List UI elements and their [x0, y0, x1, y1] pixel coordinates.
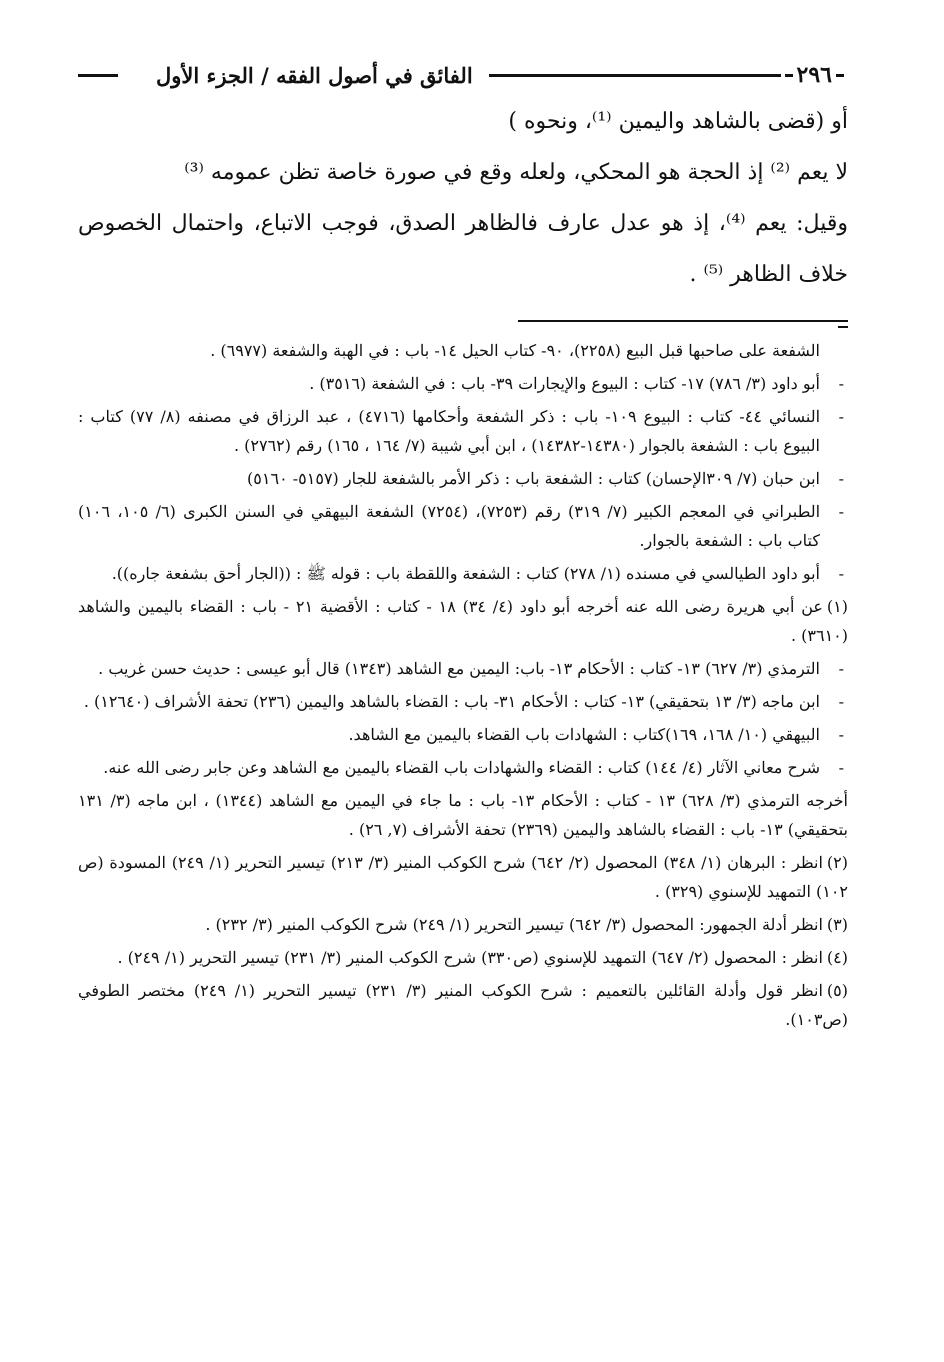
- dash-mark: -: [838, 502, 844, 521]
- footnote-item: [78, 559, 848, 588]
- header-rule-end: [78, 74, 118, 77]
- dash-mark: -: [838, 725, 844, 744]
- main-text: [78, 96, 848, 300]
- footnote-marker: (٤): [826, 948, 848, 967]
- dash-mark: -: [838, 469, 844, 488]
- footnote-text: شرح معاني الآثار (٤/ ١٤٤) كتاب : القضاء والشهادات باب القضاء باليمين مع الشاهد وعن جابر رضى الله عنه.: [103, 758, 820, 777]
- main-paragraph-1: أو (قضى بالشاهد واليمين ⁽¹⁾، ونحوه ): [508, 109, 848, 134]
- footnote-separator: [518, 320, 848, 322]
- dash-mark: -: [838, 564, 844, 583]
- footnote-continuation: الشفعة على صاحبها قبل البيع (٢٢٥٨)، ٩٠- كتاب الحيل ١٤- باب : في الهبة والشفعة (٦٩٧٧) .: [210, 341, 820, 360]
- footnote-marker: (٥): [826, 981, 849, 1000]
- footnote-4: [78, 943, 848, 972]
- footnote-text: انظر : البرهان (١/ ٣٤٨) المحصول (٢/ ٦٤٢) شرح الكوكب المنير (٣/ ٢١٣) تيسير التحرير (١/ ٢٤٩) المسودة (ص ١٠٢) التمهيد للإسنوي (٣٢٩) .: [78, 853, 848, 901]
- footnote-text-block: أخرجه الترمذي (٣/ ٦٢٨) ١٣ - كتاب : الأحكام ١٣- باب : ما جاء في اليمين مع الشاهد (١٣٤٤) ، ابن ماجه (٣/ ١٣١ بتحقيقي) ١٣- باب : القضاء بالشاهد واليمين (٢٣٦٩) تحفة الأشراف (٧, ٢٦) .: [78, 791, 848, 839]
- footnote-text: أبو داود الطيالسي في مسنده (١/ ٢٧٨) كتاب : الشفعة واللقطة باب : قوله ﷺ : ((الجار أحق بشفعة جاره)).: [111, 564, 820, 583]
- footnote-item: [78, 654, 848, 683]
- dash-mark: -: [838, 659, 844, 678]
- header-rule-short: [836, 74, 844, 77]
- footnote-text: عن أبي هريرة رضى الله عنه أخرجه أبو داود (٤/ ٣٤) ١٨ - كتاب : الأقضية ٢١ - باب : القضاء باليمين والشاهد (٣٦١٠) .: [78, 597, 848, 645]
- footnote-text: النسائي ٤٤- كتاب : البيوع ١٠٩- باب : ذكر الشفعة وأحكامها (٤٧١٦) ، عبد الرزاق في مصنفه (٨/ ٧٧) كتاب : البيوع باب : الشفعة بالجوار (١٤٣٨٠-١٤٣٨٢) ، ابن أبي شيبة (٧/ ١٦٤ ، ١٦٥) رقم (٢٧٦٢) .: [78, 407, 821, 455]
- dash-mark: -: [838, 692, 844, 711]
- footnote-marker: (١): [826, 597, 849, 616]
- footnote-5: [78, 976, 848, 1034]
- footnote-text: انظر أدلة الجمهور: المحصول (٣/ ٦٤٢) تيسير التحرير (١/ ٢٤٩) شرح الكوكب المنير (٣/ ٢٣٢) .: [205, 915, 823, 934]
- footnote-text: انظر قول وأدلة القائلين بالتعميم : شرح الكوكب المنير (٣/ ٢٣١) تيسير التحرير (١/ ٢٤٩) مختصر الطوفي (ص١٠٣).: [78, 981, 848, 1029]
- dash-mark: -: [838, 407, 844, 426]
- footnote-text: ابن حبان (٧/ ٣٠٩الإحسان) كتاب : الشفعة باب : ذكر الأمر بالشفعة للجار (٥١٥٧- ٥١٦٠): [247, 469, 820, 488]
- footnote-text: الطبراني في المعجم الكبير (٧/ ٣١٩) رقم (٧٢٥٣)، (٧٢٥٤) الشفعة البيهقي في السنن الكبرى (٦/ ١٠٥، ١٠٦) كتاب باب : الشفعة بالجوار.: [78, 502, 821, 550]
- header-rule-short: [785, 74, 793, 77]
- main-paragraph-2: لا يعم ⁽²⁾ إذ الحجة هو المحكي، ولعله وقع في صورة خاصة تظن عمومه ⁽³⁾: [184, 160, 848, 185]
- footnote-1: [78, 592, 848, 650]
- footnote-item: [78, 720, 848, 749]
- dash-mark: -: [838, 758, 844, 777]
- footnote-2: [78, 848, 848, 906]
- book-title: الفائق في أصول الفقه / الجزء الأول: [156, 62, 473, 88]
- footnote-text: انظر : المحصول (٢/ ٦٤٧) التمهيد للإسنوي (ص٣٣٠) شرح الكوكب المنير (٣/ ٢٣١) تيسير التحرير (١/ ٢٤٩) .: [117, 948, 823, 967]
- footnote-item: [78, 497, 848, 555]
- footnote-text: ابن ماجه (٣/ ١٣ بتحقيقي) ١٣- كتاب : الأحكام ٣١- باب : القضاء بالشاهد واليمين (٢٣٦) تحفة الأشراف (١٢٦٤٠) .: [83, 692, 820, 711]
- footnote-item: [78, 369, 848, 398]
- footnote-marker: (٢): [826, 853, 849, 872]
- footnote-item: [78, 753, 848, 782]
- page-number: ٢٩٦: [796, 62, 832, 88]
- running-header: [78, 58, 848, 92]
- footnotes: [78, 336, 848, 1038]
- footnote-text: أبو داود (٣/ ٧٨٦) ١٧- كتاب : البيوع والإيجارات ٣٩- باب : في الشفعة (٣٥١٦) .: [309, 374, 820, 393]
- footnote-item: [78, 464, 848, 493]
- footnote-marker: (٣): [826, 915, 848, 934]
- dash-mark: -: [838, 374, 844, 393]
- footnote-item: [78, 402, 848, 460]
- footnote-text: الترمذي (٣/ ٦٢٧) ١٣- كتاب : الأحكام ١٣- باب: اليمين مع الشاهد (١٣٤٣) قال أبو عيسى : حديث حسن غريب .: [98, 659, 820, 678]
- header-rule: [489, 74, 781, 77]
- footnote-separator-mark: [838, 326, 848, 328]
- footnote-item: [78, 687, 848, 716]
- footnote-text: البيهقي (١٠/ ١٦٨، ١٦٩)كتاب : الشهادات باب القضاء باليمين مع الشاهد.: [348, 725, 820, 744]
- main-paragraph-3: وقيل: يعم ⁽⁴⁾، إذ هو عدل عارف فالظاهر الصدق، فوجب الاتباع، واحتمال الخصوص خلاف الظاهر ⁽⁵⁾ .: [78, 211, 848, 287]
- footnote-3: [78, 910, 848, 939]
